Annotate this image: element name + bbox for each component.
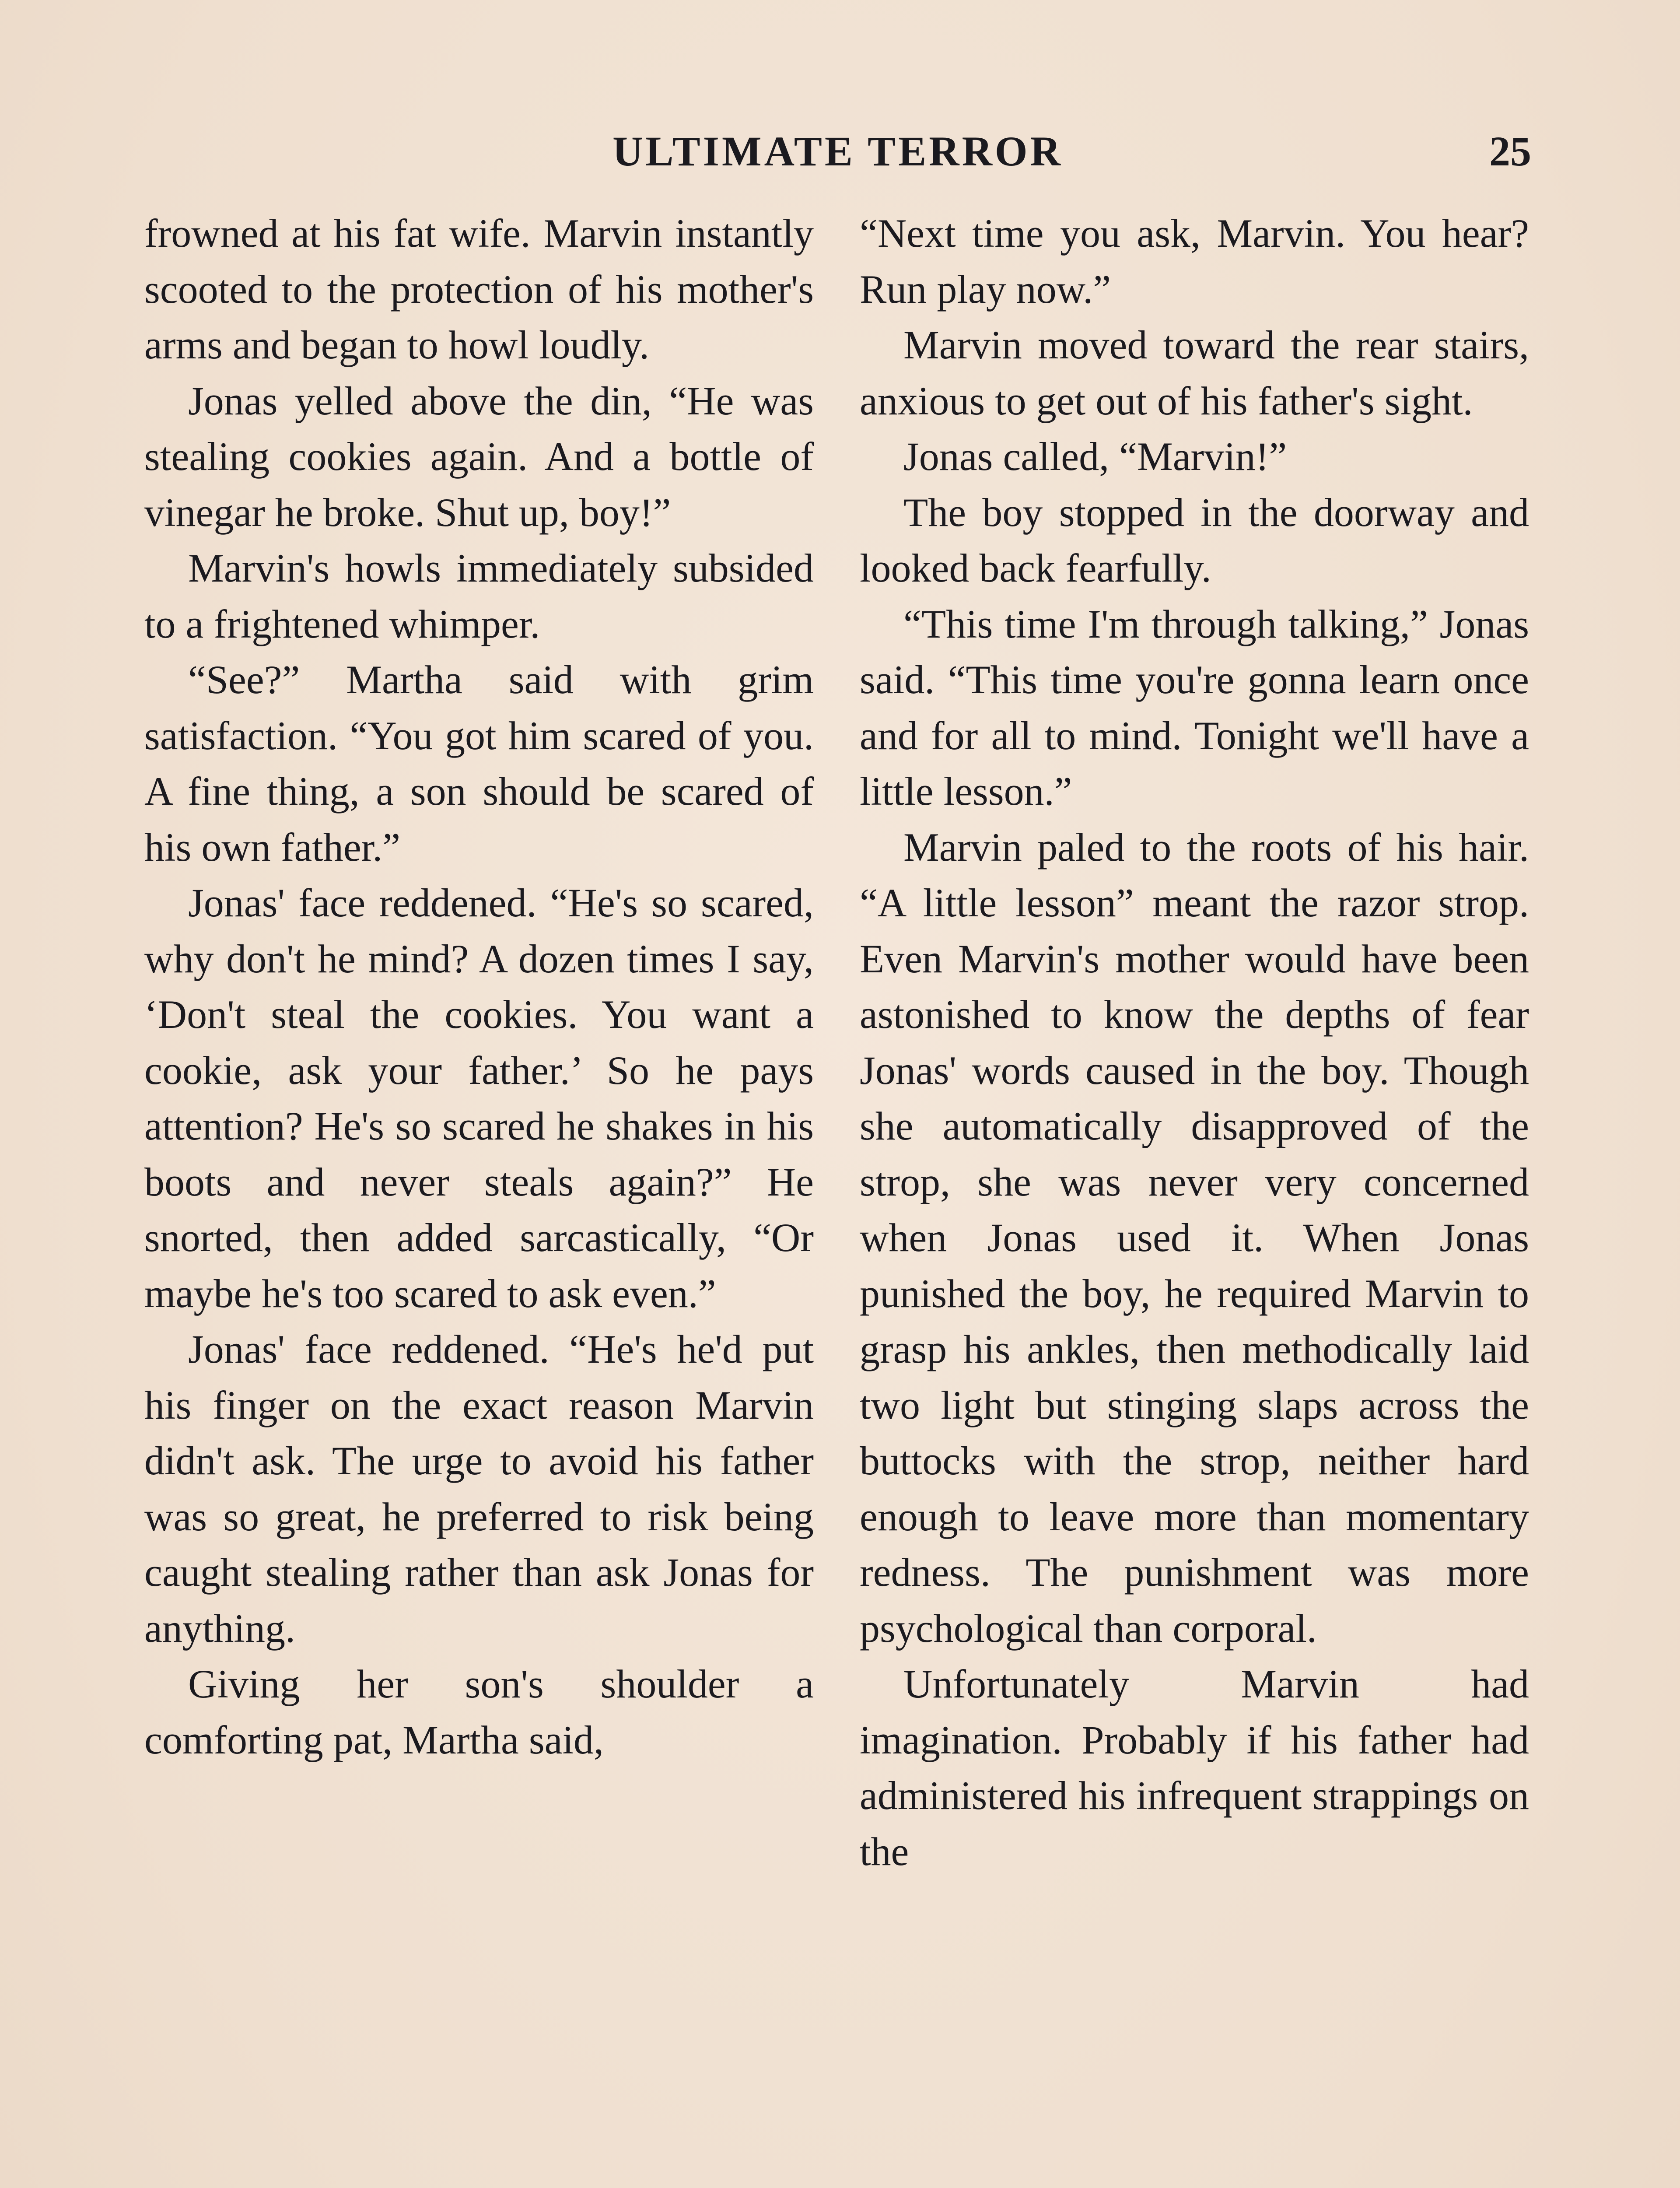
paragraph: “This time I'm through talking,” Jonas said. “This time you're gonna learn once and for all to mind. Tonight we'll have a little lesson.” xyxy=(860,601,1529,813)
right-text-column xyxy=(860,206,1529,1879)
paragraph: Unfortunately Marvin had imagination. Probably if his father had administered his infrequent strappings on the xyxy=(860,1662,1529,1874)
paragraph: “See?” Martha said with grim satisfaction. “You got him scared of you. A fine thing, a son should be scared of his own father.” xyxy=(144,657,814,870)
paragraph: Giving her son's shoulder a comforting pat, Martha said, xyxy=(144,1662,814,1762)
paragraph: Marvin paled to the roots of his hair. “A little lesson” meant the razor strop. Even Marvin's mother would have been astonished to know the depths of fear Jonas' words caused in the boy. Though she automatically disapproved of the strop, she was never very concerned when Jonas used it. When Jonas punished the boy, he required Marvin to grasp his ankles, then methodically laid two light but stinging slaps across the buttocks with the strop, neither hard enough to leave more than momentary redness. The punishment was more psychological than corporal. xyxy=(860,824,1529,1651)
paragraph: frowned at his fat wife. Marvin instantly scooted to the protection of his mother's arms and began to howl loudly. xyxy=(144,211,814,367)
paragraph: Jonas yelled above the din, “He was stealing cookies again. And a bottle of vinegar he broke. Shut up, boy!” xyxy=(144,378,814,535)
left-text-column xyxy=(144,206,814,1768)
paragraph: Jonas' face reddened. “He's he'd put his finger on the exact reason Marvin didn't ask. The urge to avoid his father was so great, he preferred to risk being caught stealing rather than ask Jonas for anything. xyxy=(144,1327,814,1651)
paragraph: The boy stopped in the doorway and looked back fearfully. xyxy=(860,490,1529,590)
page-header xyxy=(144,127,1531,184)
paragraph: “Next time you ask, Marvin. You hear? Run play now.” xyxy=(860,211,1529,312)
running-title: ULTIMATE TERROR xyxy=(612,128,1063,175)
paragraph: Jonas called, “Marvin!” xyxy=(903,434,1287,479)
paragraph: Jonas' face reddened. “He's so scared, why don't he mind? A dozen times I say, ‘Don't steal the cookies. You want a cookie, ask your father.’ So he pays attention? He's so scared he shakes in his boots and never steals again?” He snorted, then added sarcastically, “Or maybe he's too scared to ask even.” xyxy=(144,880,814,1316)
page-number: 25 xyxy=(1489,128,1531,175)
paragraph: Marvin's howls immediately subsided to a frightened whimper. xyxy=(144,546,814,646)
paragraph: Marvin moved toward the rear stairs, anxious to get out of his father's sight. xyxy=(860,323,1529,423)
